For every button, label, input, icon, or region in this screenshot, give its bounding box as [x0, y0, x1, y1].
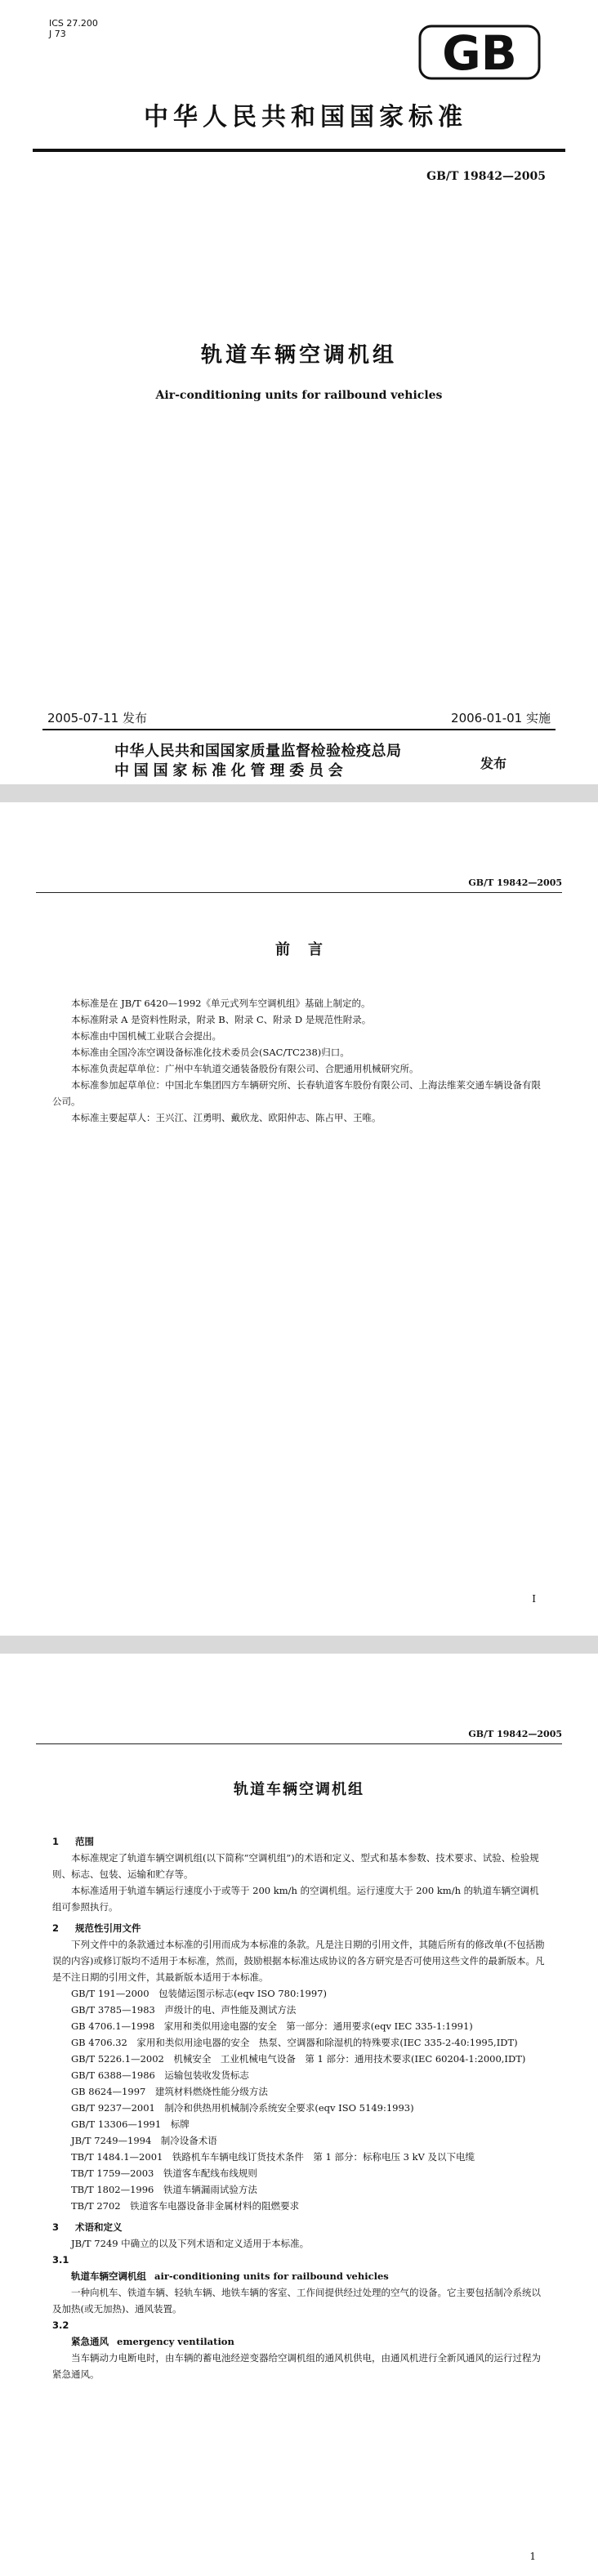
body-content	[52, 1828, 546, 2382]
term-definition: 当车辆动力电断电时，由车辆的蓄电池经逆变器给空调机组的通风机供电，由通风机进行全新风通风的运行过程为紧急通风。	[52, 2352, 541, 2380]
issue-date: 2005-07-11 发布	[47, 711, 147, 725]
ics-code: ICS 27.200	[49, 18, 98, 29]
paragraph: 本标准适用于轨道车辆运行速度小于或等于 200 km/h 的空调机组。运行速度大于 200 km/h 的轨道车辆空调机组可参照执行。	[52, 1885, 539, 1913]
term-entry	[52, 2333, 546, 2350]
preface-paragraph: 本标准是在 JB/T 6420—1992《单元式列车空调机组》基础上制定的。	[71, 998, 371, 1009]
reference-item: JB/T 7249—1994 制冷设备术语	[71, 2135, 217, 2146]
reference-item: GB/T 13306—1991 标牌	[71, 2118, 190, 2130]
term-en: emergency ventilation	[117, 2336, 234, 2347]
date-rule	[42, 729, 556, 730]
reference-item: GB 4706.32 家用和类似用途电器的安全 热泵、空调器和除湿机的特殊要求(IEC 335-2-40:1995,IDT)	[71, 2037, 518, 2048]
reference-item: TB/T 1802—1996 铁道车辆漏雨试验方法	[71, 2184, 257, 2195]
preface-title: 前言	[275, 941, 341, 958]
preface-paragraph: 本标准主要起草人：王兴江、江勇明、戴欣龙、欧阳仲志、陈占甲、王唯。	[71, 1112, 382, 1123]
reference-item: GB/T 6388—1986 运输包装收发货标志	[71, 2069, 249, 2081]
reference-item: TB/T 2702 铁道客车电器设备非金属材料的阻燃要求	[71, 2200, 300, 2212]
paragraph: JB/T 7249 中确立的以及下列术语和定义适用于本标准。	[71, 2238, 310, 2249]
page-header-code: GB/T 19842—2005	[468, 877, 562, 888]
section-title: 范围	[75, 1836, 94, 1847]
reference-item: TB/T 1759—2003 铁道客车配线布线规则	[71, 2168, 257, 2179]
page-header-rule	[36, 1743, 562, 1744]
reference-item: TB/T 1484.1—2001 铁路机车车辆电线订货技术条件 第 1 部分：标称电压 3 kV 及以下电缆	[71, 2151, 475, 2163]
preface-paragraph: 本标准负责起草单位：广州中车轨道交通装备股份有限公司、合肥通用机械研究所。	[71, 1063, 419, 1074]
issue-label: 发布	[480, 756, 507, 771]
term-en: air-conditioning units for railbound vehicles	[154, 2270, 389, 2282]
gb-logo	[418, 25, 541, 80]
document-title-cn: 轨道车辆空调机组	[200, 343, 397, 368]
page-header-rule	[36, 892, 562, 893]
heading-rule	[33, 149, 565, 152]
preface-page	[0, 802, 598, 1636]
section-number: 1	[52, 1836, 60, 1847]
section-heading-normative-references	[52, 1920, 546, 1936]
standard-code: GB/T 19842—2005	[426, 170, 546, 183]
ccs-code: J 73	[49, 29, 66, 39]
preface-paragraph: 本标准由中国机械工业联合会提出。	[71, 1030, 221, 1042]
effective-date: 2006-01-01 实施	[451, 711, 551, 725]
paragraph: 本标准规定了轨道车辆空调机组(以下简称“空调机组”)的术语和定义、型式和基本参数、技术要求、试验、检验规则、标志、包装、运输和贮存等。	[52, 1852, 539, 1880]
issuer-block	[114, 742, 402, 781]
section-number: 2	[52, 1922, 60, 1934]
term-definition: 一种向机车、铁道车辆、轻轨车辆、地铁车辆的客室、工作间提供经过处理的空气的设备。它主要包括制冷系统以及加热(或无加热)、通风装置。	[52, 2287, 541, 2315]
document-title-en: Air-conditioning units for railbound vehicles	[155, 389, 443, 402]
page-number: I	[532, 1593, 536, 1605]
section-number: 3	[52, 2221, 60, 2233]
cover-page	[0, 0, 598, 784]
term-entry	[52, 2268, 546, 2284]
term-number: 3.1	[52, 2254, 69, 2266]
page-number: 1	[529, 2551, 536, 2562]
term-cn: 轨道车辆空调机组	[71, 2270, 146, 2282]
national-standard-heading: 中华人民共和国国家标准	[144, 103, 467, 132]
body-page	[0, 1654, 598, 2576]
body-title: 轨道车辆空调机组	[234, 1781, 364, 1798]
term-number: 3.2	[52, 2319, 69, 2331]
section-heading-terms	[52, 2219, 546, 2235]
section-heading-scope	[52, 1833, 546, 1850]
reference-item: GB/T 5226.1—2002 机械安全 工业机械电气设备 第 1 部分：通用技术要求(IEC 60204-1:2000,IDT)	[71, 2053, 526, 2065]
section-title: 规范性引用文件	[75, 1922, 141, 1934]
preface-paragraph: 本标准附录 A 是资料性附录，附录 B、附录 C、附录 D 是规范性附录。	[71, 1014, 372, 1025]
issuer-sac: 中国国家标准化管理委员会	[114, 762, 348, 779]
term-cn: 紧急通风	[71, 2336, 109, 2347]
section-title: 术语和定义	[75, 2221, 123, 2233]
preface-paragraph: 本标准参加起草单位：中国北车集团四方车辆研究所、长春轨道客车股份有限公司、上海法维莱交通车辆设备有限公司。	[52, 1079, 541, 1107]
preface-body	[52, 995, 546, 1126]
paragraph: 下列文件中的条款通过本标准的引用而成为本标准的条款。凡是注日期的引用文件，其随后所有的修改单(不包括勘误的内容)或修订版均不适用于本标准，然而，鼓励根据本标准达成协议的各方研究是否可使用这些文件的最新版本。凡是不注日期的引用文件，其最新版本适用于本标准。	[52, 1939, 545, 1983]
reference-item: GB 8624—1997 建筑材料燃烧性能分级方法	[71, 2086, 268, 2097]
reference-item: GB/T 3785—1983 声级计的电、声性能及测试方法	[71, 2004, 297, 2016]
issuer-aqsiq: 中华人民共和国国家质量监督检验检疫总局	[114, 743, 402, 760]
reference-item: GB 4706.1—1998 家用和类似用途电器的安全 第一部分：通用要求(eqv IEC 335-1:1991)	[71, 2020, 473, 2032]
preface-paragraph: 本标准由全国冷冻空调设备标准化技术委员会(SAC/TC238)归口。	[71, 1047, 350, 1058]
classification-codes	[49, 18, 98, 39]
gb-logo-text: GB	[442, 25, 517, 80]
reference-item: GB/T 9237—2001 制冷和供热用机械制冷系统安全要求(eqv ISO 5149:1993)	[71, 2102, 414, 2114]
reference-item: GB/T 191—2000 包装储运图示标志(eqv ISO 780:1997)	[71, 1988, 327, 1999]
page-header-code: GB/T 19842—2005	[468, 1729, 562, 1739]
